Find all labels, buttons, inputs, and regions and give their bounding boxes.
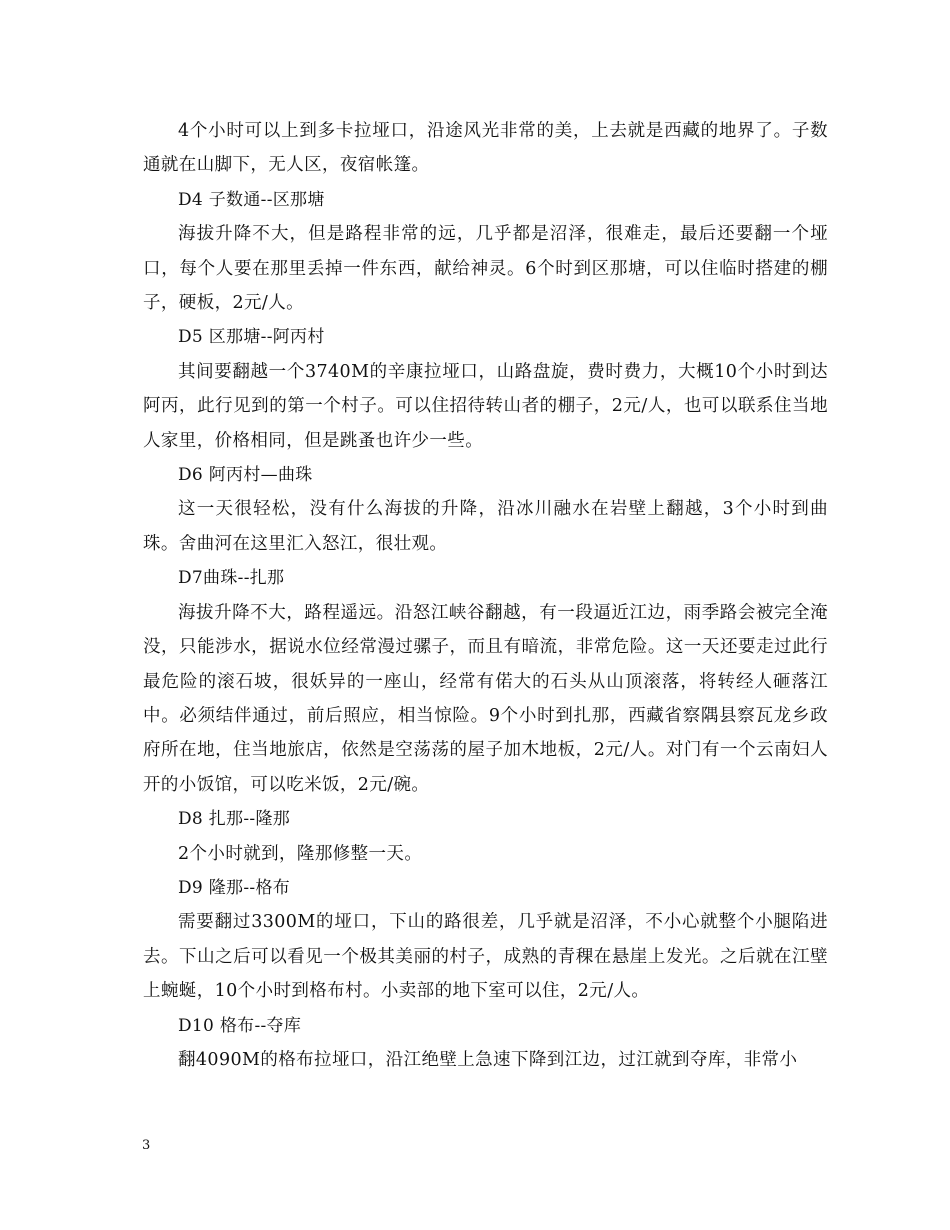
section-heading-d5: D5 区那塘--阿丙村	[178, 327, 325, 348]
paragraph-d4: 海拔升降不大，但是路程非常的远，几乎都是沼泽，很难走，最后还要翻一个垭口，每个人要在那里丢掉一件东西，献给神灵。6个时到区那塘，可以住临时搭建的棚子，硬板，2元/人。	[143, 224, 828, 314]
paragraph-d8: 2个小时就到，隆那修整一天。	[178, 843, 423, 864]
section-heading-d8: D8 扎那--隆那	[178, 809, 291, 830]
paragraph-d10: 翻4090M的格布拉垭口，沿江绝壁上急速下降到江边，过江就到夺库，非常小	[178, 1049, 798, 1070]
paragraph-d9: 需要翻过3300M的垭口，下山的路很差，几乎就是沼泽，不小心就整个小腿陷进去。下山之后可以看见一个极其美丽的村子，成熟的青稞在悬崖上发光。之后就在江壁上蜿蜒，10个小时到格布村。小卖部的地下室可以住，2元/人。	[143, 912, 828, 1002]
page-body	[143, 114, 828, 1077]
section-heading-d9: D9 隆那--格布	[178, 877, 291, 898]
paragraph-d5: 其间要翻越一个3740M的辛康拉垭口，山路盘旋，费时费力，大概10个小时到达阿丙，此行见到的第一个村子。可以住招待转山者的棚子，2元/人，也可以联系住当地人家里，价格相同，但是跳蚤也许少一些。	[143, 361, 828, 451]
section-heading-d4: D4 子数通--区那塘	[178, 189, 325, 210]
paragraph-dokala-pass: 4个小时可以上到多卡拉垭口，沿途风光非常的美，上去就是西藏的地界了。子数通就在山脚下，无人区，夜宿帐篷。	[143, 121, 828, 176]
section-heading-d7: D7曲珠--扎那	[178, 568, 285, 589]
section-heading-d6: D6 阿丙村—曲珠	[178, 465, 313, 486]
section-heading-d10: D10 格布--夺库	[178, 1015, 302, 1036]
paragraph-d6: 这一天很轻松，没有什么海拔的升降，沿冰川融水在岩壁上翻越，3个小时到曲珠。舍曲河在这里汇入怒江，很壮观。	[143, 499, 828, 554]
page-number: 3	[142, 1138, 151, 1153]
paragraph-d7: 海拔升降不大，路程遥远。沿怒江峡谷翻越，有一段逼近江边，雨季路会被完全淹没，只能涉水，据说水位经常漫过骡子，而且有暗流，非常危险。这一天还要走过此行最危险的滚石坡，很妖异的一座山，经常有偌大的石头从山顶滚落，将转经人砸落江中。必须结伴通过，前后照应，相当惊险。9个小时到扎那，西藏省察隅县察瓦龙乡政府所在地，住当地旅店，依然是空荡荡的屋子加木地板，2元/人。对门有一个云南妇人开的小饭馆，可以吃米饭，2元/碗。	[143, 602, 828, 795]
